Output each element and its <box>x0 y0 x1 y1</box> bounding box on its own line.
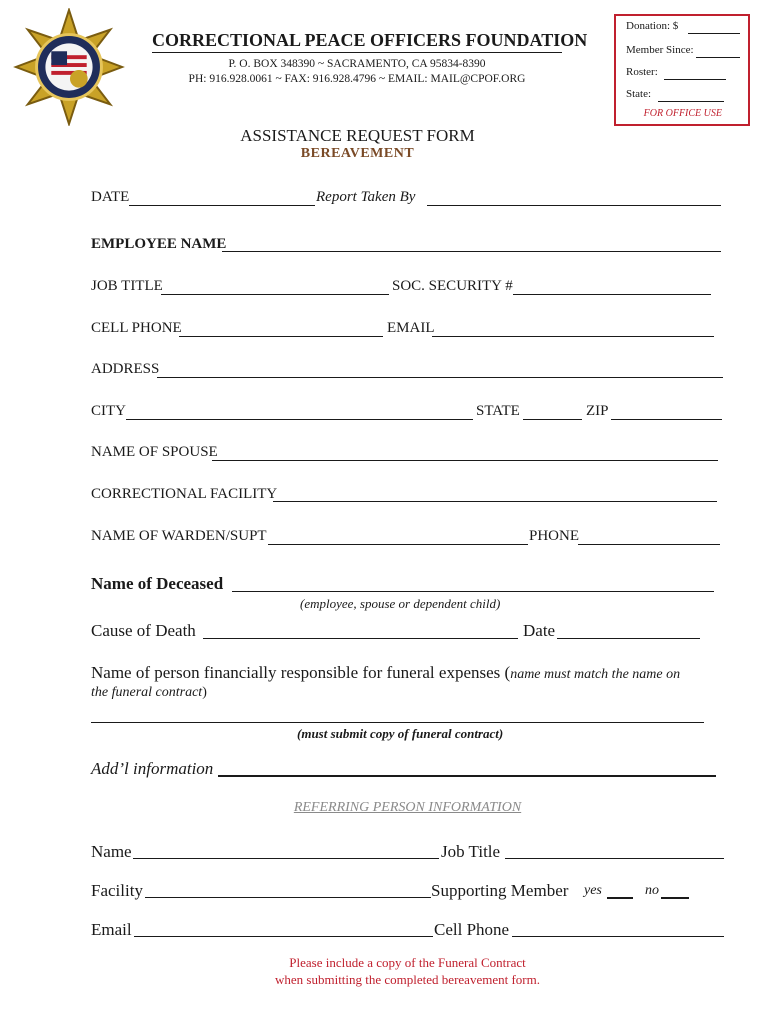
address-field[interactable] <box>157 377 723 378</box>
address-label: ADDRESS <box>91 361 160 377</box>
job-title-field[interactable] <box>161 294 389 295</box>
responsible-person-label: Name of person financially responsible for funeral expenses (name must match the name on <box>91 663 681 682</box>
name-of-deceased-label: Name of Deceased <box>91 574 224 593</box>
cause-of-death-label: Cause of Death <box>91 621 196 640</box>
date-label: DATE <box>91 189 130 205</box>
footer-note-line-2: when submitting the completed bereavement form. <box>275 972 540 987</box>
name-of-deceased-field[interactable] <box>232 591 714 592</box>
city-label: CITY <box>91 403 126 419</box>
contract-note: (must submit copy of funeral contract) <box>297 726 504 741</box>
cpof-badge-logo <box>10 8 128 126</box>
referring-facility-field[interactable] <box>145 897 431 898</box>
soc-security-field[interactable] <box>513 294 711 295</box>
addl-info-field[interactable] <box>218 775 716 777</box>
referring-job-title-label: Job Title <box>441 842 501 861</box>
death-date-label: Date <box>523 621 556 640</box>
organization-address: P. O. BOX 348390 ~ SACRAMENTO, CA 95834-8390 <box>228 58 486 70</box>
correctional-facility-field[interactable] <box>273 501 717 502</box>
supporting-member-label: Supporting Member <box>431 881 569 900</box>
warden-phone-field[interactable] <box>578 544 720 545</box>
responsible-person-note: the funeral contract) <box>91 685 207 700</box>
name-of-spouse-field[interactable] <box>212 460 718 461</box>
date-field[interactable] <box>129 205 315 206</box>
referring-email-label: Email <box>91 920 132 939</box>
referring-person-heading: REFERRING PERSON INFORMATION <box>293 800 522 815</box>
roster-field[interactable] <box>664 79 726 80</box>
correctional-facility-label: CORRECTIONAL FACILITY <box>91 486 278 502</box>
name-of-warden-label: NAME OF WARDEN/SUPT <box>91 528 267 544</box>
form-subtitle: BEREAVEMENT <box>300 146 415 161</box>
soc-security-label: SOC. SECURITY # <box>392 278 513 294</box>
employee-name-field[interactable] <box>222 251 721 252</box>
report-taken-by-field[interactable] <box>427 205 721 206</box>
footer-note-line-1: Please include a copy of the Funeral Contract <box>289 955 526 970</box>
supporting-member-yes-field[interactable] <box>607 897 633 899</box>
referring-cell-phone-field[interactable] <box>512 936 724 937</box>
email-field[interactable] <box>432 336 714 337</box>
job-title-label: JOB TITLE <box>91 278 163 294</box>
member-since-field[interactable] <box>696 57 740 58</box>
cell-phone-field[interactable] <box>179 336 383 337</box>
name-of-spouse-label: NAME OF SPOUSE <box>91 444 218 460</box>
office-use-label: FOR OFFICE USE <box>643 108 722 119</box>
cell-phone-label: CELL PHONE <box>91 320 182 336</box>
supporting-member-no-label: no <box>645 883 659 898</box>
referring-email-field[interactable] <box>134 936 433 937</box>
state-label: STATE <box>476 403 520 419</box>
zip-label: ZIP <box>586 403 609 419</box>
member-since-label: Member Since: <box>626 44 694 56</box>
deceased-note: (employee, spouse or dependent child) <box>300 596 501 611</box>
referring-name-label: Name <box>91 842 132 861</box>
warden-phone-label: PHONE <box>529 528 580 544</box>
referring-cell-phone-label: Cell Phone <box>434 920 510 939</box>
state-label: State: <box>626 88 652 100</box>
state-field[interactable] <box>523 419 582 420</box>
name-of-warden-field[interactable] <box>268 544 528 545</box>
supporting-member-no-field[interactable] <box>661 897 689 899</box>
state-field[interactable] <box>658 101 724 102</box>
office-use-box <box>614 14 750 126</box>
organization-name: CORRECTIONAL PEACE OFFICERS FOUNDATION <box>152 30 588 50</box>
report-taken-by-label: Report Taken By <box>316 189 416 205</box>
death-date-field[interactable] <box>557 638 700 639</box>
donation-field[interactable] <box>688 33 740 34</box>
header-rule <box>152 52 562 53</box>
roster-label: Roster: <box>626 66 658 78</box>
cause-of-death-field[interactable] <box>203 638 518 639</box>
donation-label: Donation: $ <box>626 20 679 32</box>
organization-contact: PH: 916.928.0061 ~ FAX: 916.928.4796 ~ EMAIL: MAIL@CPOF.ORG <box>188 73 526 85</box>
addl-info-label: Add’l information <box>91 759 214 778</box>
email-label: EMAIL <box>387 320 435 336</box>
zip-field[interactable] <box>611 419 722 420</box>
form-title: ASSISTANCE REQUEST FORM <box>240 126 475 145</box>
referring-facility-label: Facility <box>91 881 143 900</box>
supporting-member-yes-label: yes <box>584 883 602 898</box>
referring-job-title-field[interactable] <box>505 858 724 859</box>
employee-name-label: EMPLOYEE NAME <box>91 236 227 252</box>
city-field[interactable] <box>126 419 473 420</box>
referring-name-field[interactable] <box>133 858 439 859</box>
responsible-person-field[interactable] <box>91 722 704 723</box>
